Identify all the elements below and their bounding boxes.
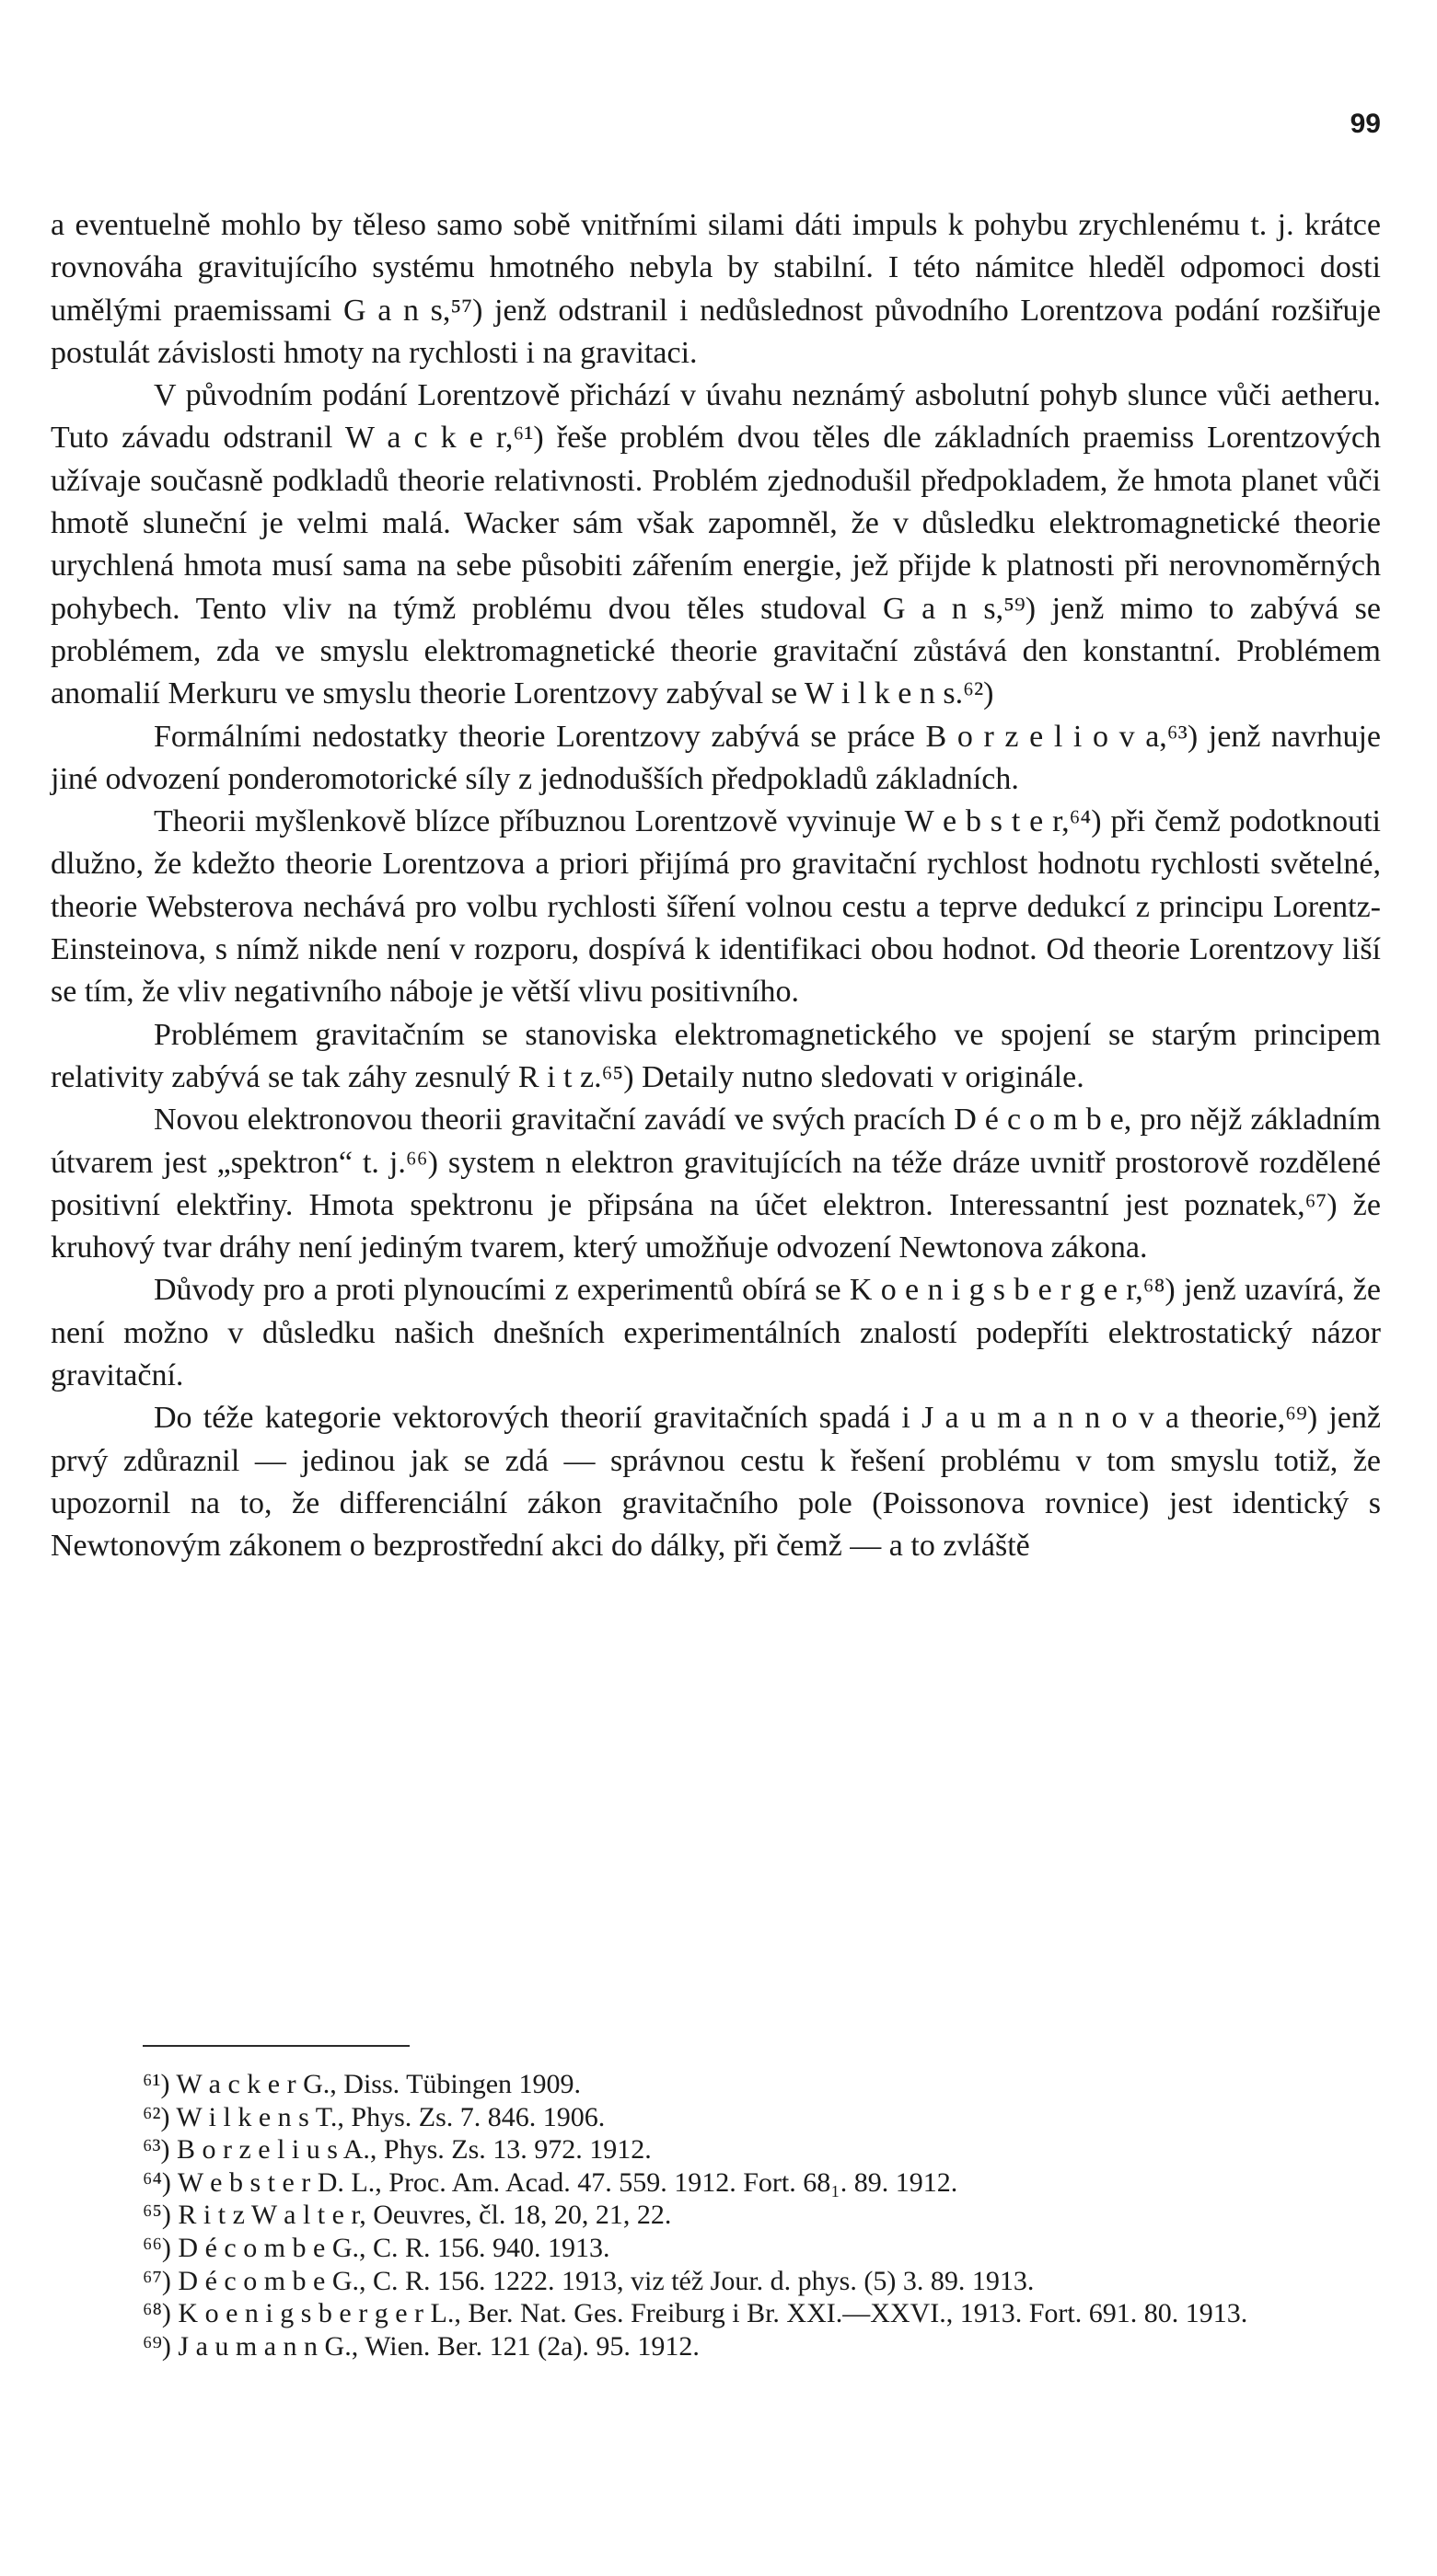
footnote-divider	[143, 2045, 410, 2047]
paragraph: Do téže kategorie vektorových theorií gravitačních spadá i J a u m a n n o v a theorie,⁶⁹) jenž prvý zdůraznil — jedinou jak se zdá — správnou cestu k řešení problému v tom smyslu totiž, že upozornil na to, že differenciální zákon gravitačního pole (Poissonova rovnice) jest identický s Newtonovým zákonem o bezprostřední akci do dálky, při čemž — a to zvláště	[51, 1401, 1381, 1564]
footnote: ⁶²) W i l k e n s T., Phys. Zs. 7. 846. 1906.	[143, 2101, 606, 2132]
paragraph: Důvody pro a proti plynoucími z experimentů obírá se K o e n i g s b e r g e r,⁶⁸) jenž uzavírá, že není možno v důsledku našich dnešních experimentálních znalostí podepříti elektrostatický názor gravitační.	[51, 1273, 1381, 1393]
paragraph: Novou elektronovou theorii gravitační zavádí ve svých pracích D é c o m b e, pro nějž základním útvarem jest „spektron“ t. j.⁶⁶) system n elektron gravitujících na téže dráze uvnitř prostorově rozdělené positivní elektřiny. Hmota spektronu je připsána na účet elektron. Interessantní jest poznatek,⁶⁷) že kruhový tvar dráhy není jediným tvarem, který umožňuje odvození Newtonova zákona.	[51, 1103, 1381, 1265]
paragraph: a eventuelně mohlo by těleso samo sobě vnitřními silami dáti impuls k pohybu zrychlenému t. j. krátce rovnováha gravitujícího systému hmotného nebyla by stabilní. I této námitce hleděl odpomoci dosti umělými praemissami G a n s,⁵⁷) jenž odstranil i nedůslednost původního Lorentzova podání rozšiřuje postulát závislosti hmoty na rychlosti i na gravitaci.	[51, 208, 1381, 370]
footnote: ⁶⁹) J a u m a n n G., Wien. Ber. 121 (2a). 95. 1912.	[143, 2330, 700, 2362]
footnote: ⁶⁸) K o e n i g s b e r g e r L., Ber. Nat. Ges. Freiburg i Br. XXI.—XXVI., 1913. Fort. 691. 80. 1913.	[143, 2298, 1248, 2329]
paragraph: V původním podání Lorentzově přichází v úvahu neznámý asbolutní pohyb slunce vůči aetheru. Tuto závadu odstranil W a c k e r,⁶¹) řeše problém dvou těles dle základních praemiss Lorentzových užívaje současně podkladů theorie relativnosti. Problém zjednodušil předpokladem, že hmota planet vůči hmotě sluneční je velmi malá. Wacker sám však zapomněl, že v důsledku elektromagnetické theorie urychlená hmota musí sama na sebe působiti zářením energie, jež přijde k platnosti při nerovnoměrných pohybech. Tento vliv na týmž problému dvou těles studoval G a n s,⁵⁹) jenž mimo to zabývá se problémem, zda ve smyslu elektromagnetické theorie gravitační zůstává den konstantní. Problémem anomalií Merkuru ve smyslu theorie Lorentzovy zabýval se W i l k e n s.⁶²)	[51, 378, 1381, 711]
footnote: ⁶⁵) R i t z W a l t e r, Oeuvres, čl. 18, 20, 21, 22.	[143, 2200, 672, 2231]
document-page	[51, 0, 1381, 2576]
footnotes	[51, 2068, 1381, 2362]
paragraph: Problémem gravitačním se stanoviska elektromagnetického ve spojení se starým principem relativity zabývá se tak záhy zesnulý R i t z.⁶⁵) Detaily nutno sledovati v originále.	[51, 1017, 1381, 1094]
footnote: ⁶⁴) W e b s t e r D. L., Proc. Am. Acad. 47. 559. 1912. Fort. 68₁. 89. 1912.	[143, 2166, 958, 2198]
footnote: ⁶⁶) D é c o m b e G., C. R. 156. 940. 1913.	[143, 2232, 610, 2263]
body-text	[51, 204, 1381, 1568]
footnote: ⁶¹) W a c k e r G., Diss. Tübingen 1909.	[143, 2069, 582, 2099]
page-number: 99	[1350, 109, 1381, 139]
paragraph: Theorii myšlenkově blízce příbuznou Lorentzově vyvinuje W e b s t e r,⁶⁴) při čemž podotknouti dlužno, že kdežto theorie Lorentzova a priori přijímá pro gravitační rychlost hodnotu rychlosti světelné, theorie Websterova nechává pro volbu rychlosti šíření volnou cestu a teprve dedukcí z principu Lorentz-Einsteinova, s nímž nikde není v rozporu, dospívá k identifikaci obou hodnot. Od theorie Lorentzovy liší se tím, že vliv negativního náboje je větší vlivu positivního.	[51, 804, 1381, 1010]
paragraph: Formálními nedostatky theorie Lorentzovy zabývá se práce B o r z e l i o v a,⁶³) jenž navrhuje jiné odvození ponderomotorické síly z jednodušších předpokladů základních.	[51, 719, 1381, 796]
footnote: ⁶³) B o r z e l i u s A., Phys. Zs. 13. 972. 1912.	[143, 2134, 652, 2166]
footnote: ⁶⁷) D é c o m b e G., C. R. 156. 1222. 1913, viz též Jour. d. phys. (5) 3. 89. 1913.	[143, 2265, 1035, 2296]
